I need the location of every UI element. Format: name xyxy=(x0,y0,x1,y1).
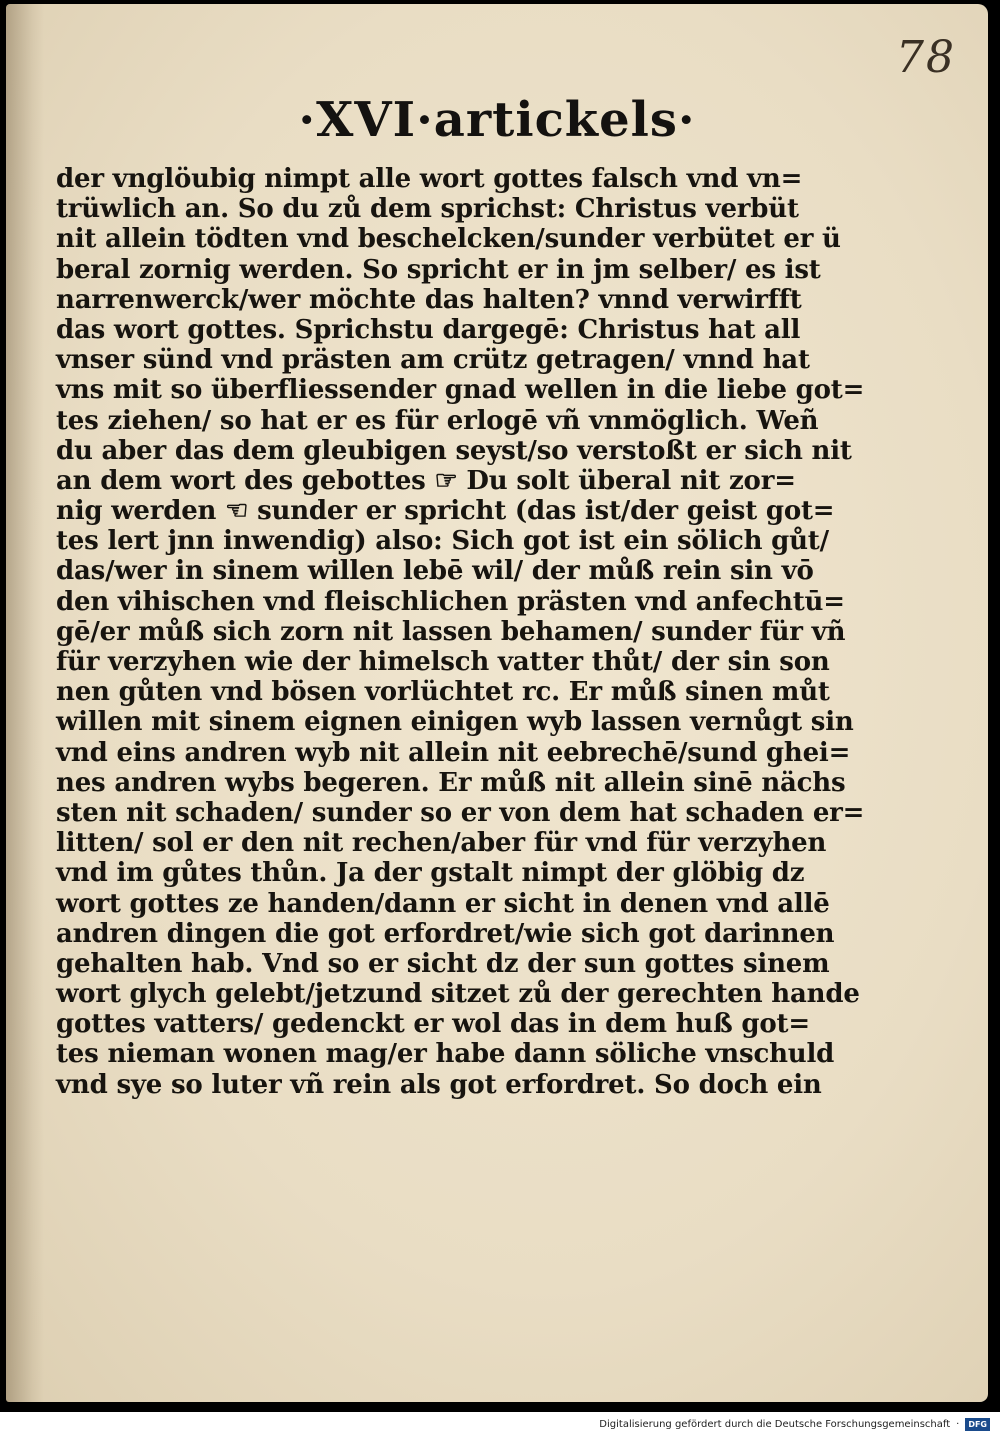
text-line: wort glych gelebt/jetzund sitzet zů der gerechten hande xyxy=(56,979,860,1010)
text-line: trüwlich an. So du zů dem sprichst: Christus verbüt xyxy=(56,194,799,225)
text-line: vnd im gůtes thůn. Ja der gstalt nimpt der glöbig dz xyxy=(56,858,805,889)
text-line: vnd eins andren wyb nit allein nit eebrechē/sund ghei= xyxy=(56,737,851,768)
text-line: du aber das dem gleubigen seyst/so verstoßt er sich nit xyxy=(56,435,852,466)
text-line: nig werden ☜ sunder er spricht (das ist/der geist got= xyxy=(56,496,835,527)
text-line: vnd sye so luter vñ rein als got erfordret. So doch ein xyxy=(56,1069,822,1100)
page-gutter-shadow xyxy=(6,4,44,1402)
text-line: an dem wort des gebottes ☞ Du solt überal nit zor= xyxy=(56,465,796,496)
folio-number: 78 xyxy=(896,32,956,83)
text-line: willen mit sinem eignen einigen wyb lassen vernůgt sin xyxy=(56,707,854,738)
page-heading: ·XVI·artickels· xyxy=(298,92,696,148)
footer-credit xyxy=(599,1416,990,1432)
footer-separator: · xyxy=(956,1418,960,1430)
text-line: andren dingen die got erfordret/wie sich got darinnen xyxy=(56,918,835,949)
text-line: das wort gottes. Sprichstu dargegē: Christus hat all xyxy=(56,314,801,345)
text-line: vns mit so überfliessender gnad wellen in die liebe got= xyxy=(56,375,865,406)
text-line: wort gottes ze handen/dann er sicht in denen vnd allē xyxy=(56,888,830,919)
text-line: narrenwerck/wer möchte das halten? vnnd verwirfft xyxy=(56,284,802,315)
text-line: nen gůten vnd bösen vorlüchtet rc. Er můß sinen můt xyxy=(56,677,830,708)
text-line: für verzyhen wie der himelsch vatter thůt/ der sin son xyxy=(56,647,830,677)
text-line: gottes vatters/ gedenckt er wol das in dem huß got= xyxy=(56,1009,810,1040)
text-line: vnser sünd vnd prästen am crütz getragen/ vnnd hat xyxy=(56,345,810,376)
text-line: beral zornig werden. So spricht er in jm selber/ es ist xyxy=(56,254,821,285)
text-line: tes ziehen/ so hat er es für erlogē vñ vnmöglich. Weñ xyxy=(56,405,819,436)
text-line: gē/er můß sich zorn nit lassen behamen/ sunder für vñ xyxy=(56,616,846,647)
dfg-logo: DFG xyxy=(965,1418,990,1431)
text-line: tes lert jnn inwendig) also: Sich got ist ein sölich gůt/ xyxy=(56,526,829,557)
text-line: litten/ sol er den nit rechen/aber für vnd für verzyhen xyxy=(56,828,827,859)
text-line: das/wer in sinem willen lebē wil/ der můß rein sin vō xyxy=(56,556,814,587)
text-line: nes andren wybs begeren. Er můß nit allein sinē nächs xyxy=(56,767,846,798)
text-line: gehalten hab. Vnd so er sicht dz der sun gottes sinem xyxy=(56,948,830,979)
text-line: den vihischen vnd fleischlichen prästen vnd anfechtū= xyxy=(56,586,845,617)
text-line: nit allein tödten vnd beschelcken/sunder verbütet er ü xyxy=(56,224,841,255)
footer-text: Digitalisierung gefördert durch die Deutsche Forschungsgemeinschaft xyxy=(599,1418,951,1430)
text-line: der vnglöubig nimpt alle wort gottes falsch vnd vn= xyxy=(56,164,803,194)
text-line: sten nit schaden/ sunder so er von dem hat schaden er= xyxy=(56,797,865,828)
body-text xyxy=(56,164,865,1100)
text-line: tes nieman wonen mag/er habe dann söliche vnschuld xyxy=(56,1039,835,1070)
book-page xyxy=(6,4,988,1402)
